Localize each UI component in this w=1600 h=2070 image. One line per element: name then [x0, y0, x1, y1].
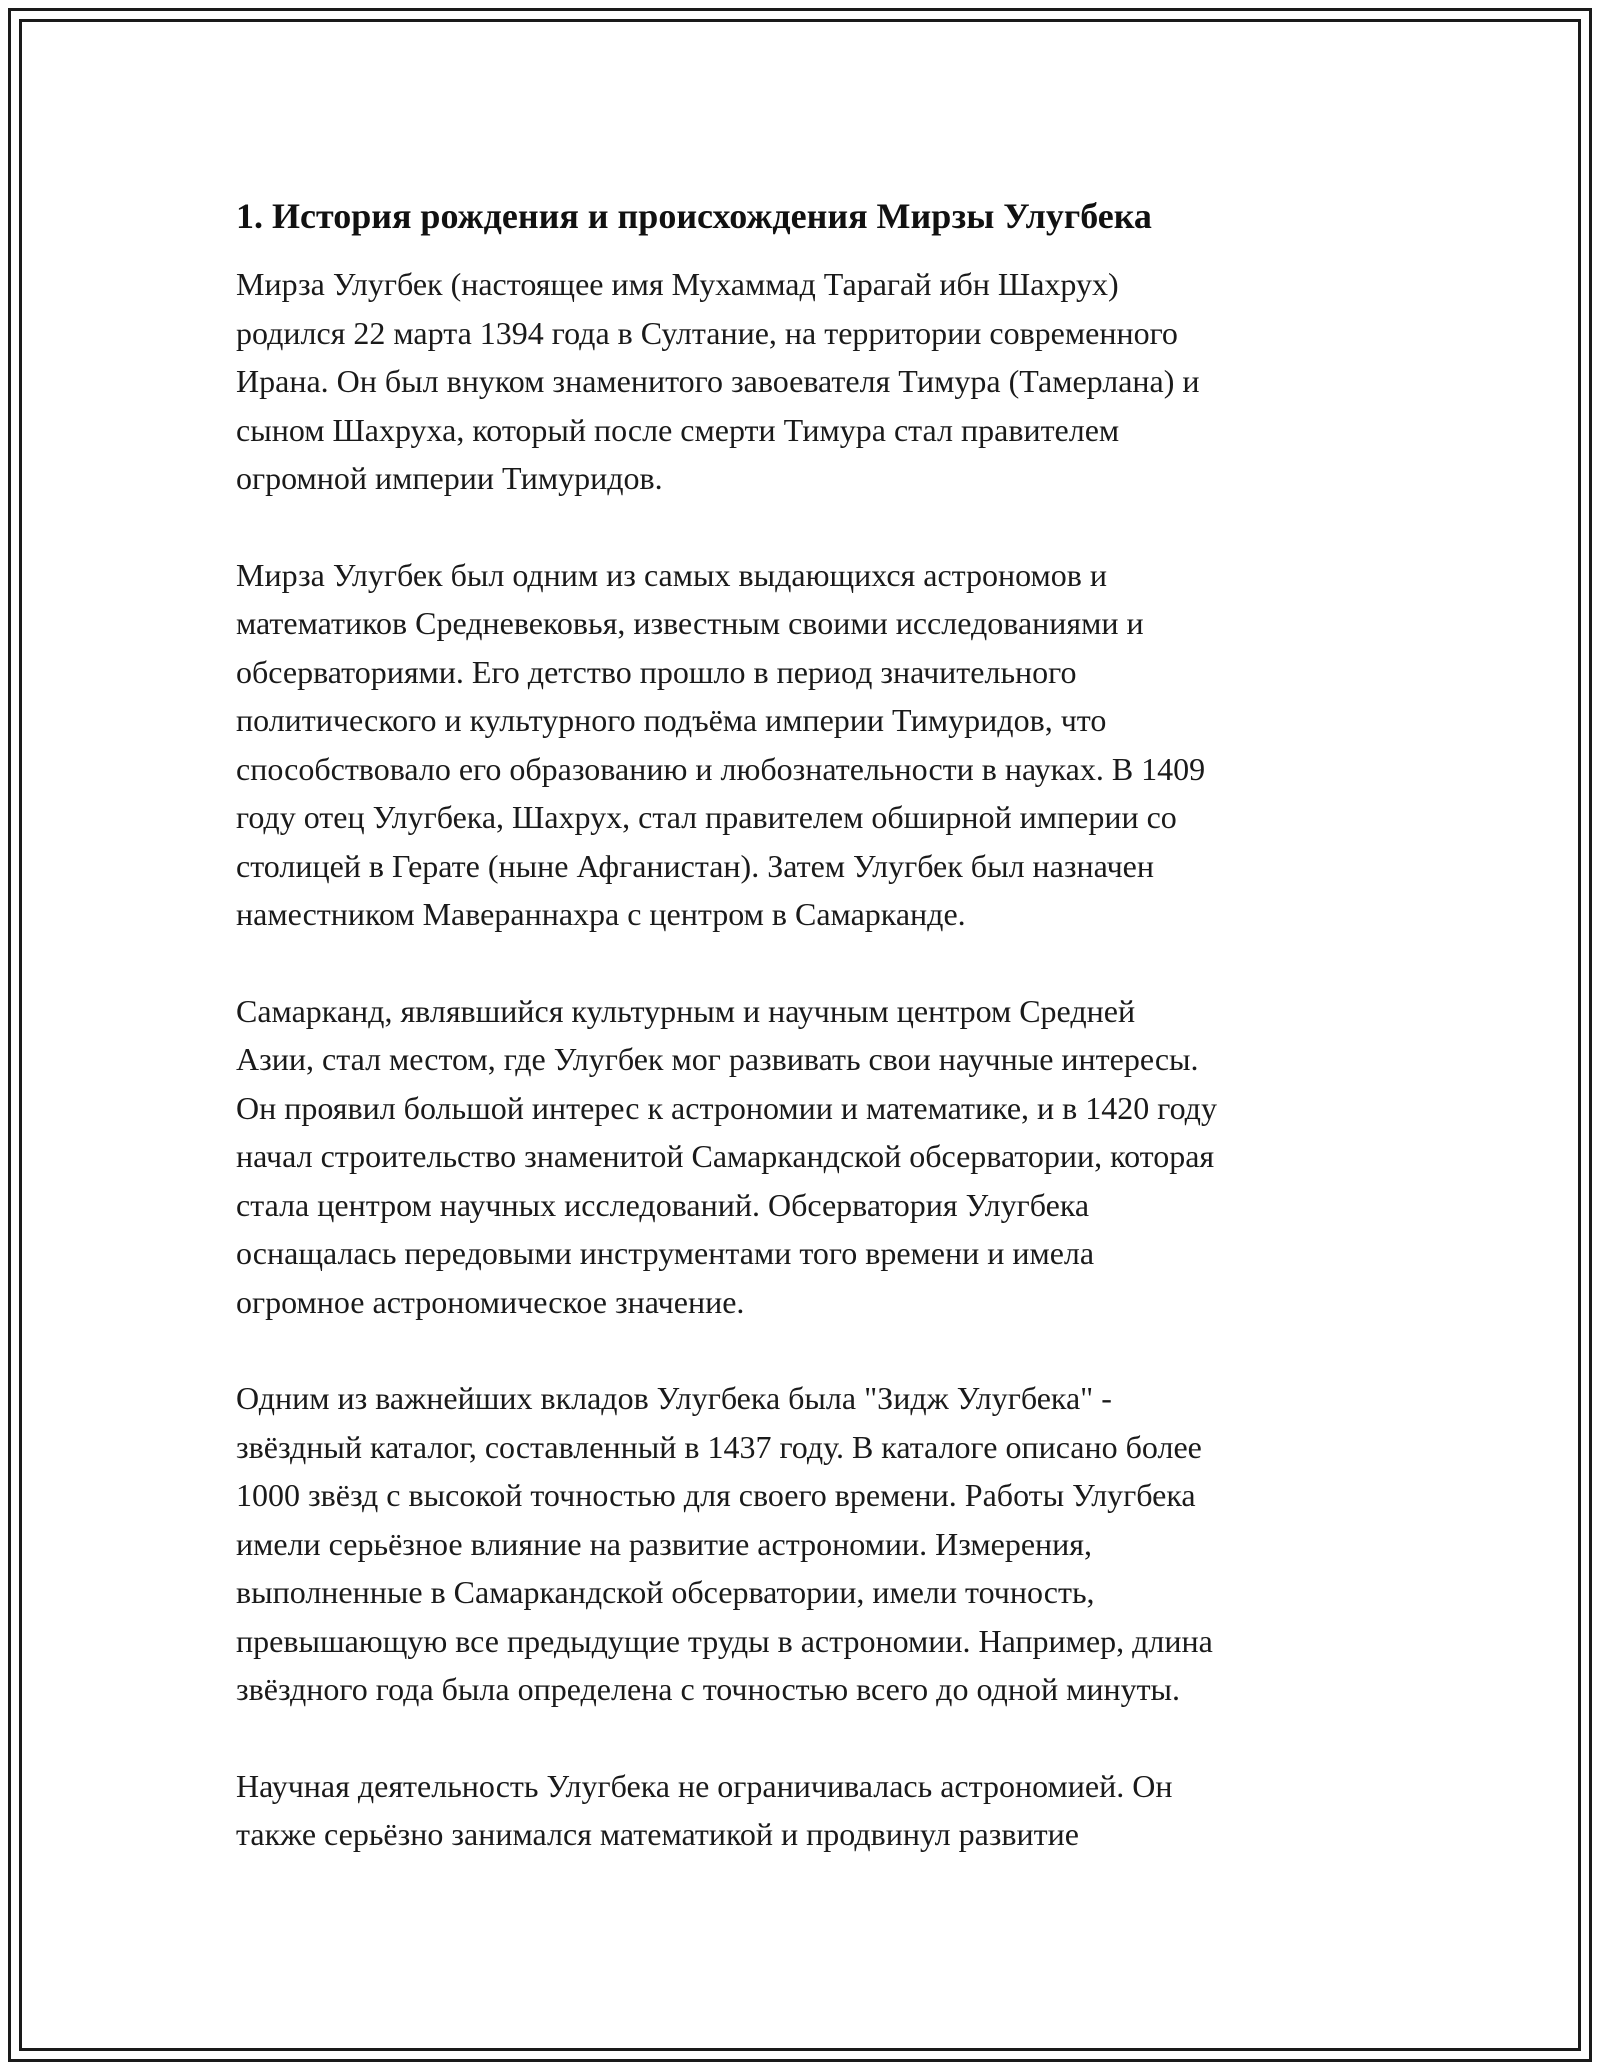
text-line: начал строительство знаменитой Самаркандской обсерватории, которая	[236, 1138, 1215, 1174]
text-line: 1000 звёзд с высокой точностью для своего времени. Работы Улугбека	[236, 1477, 1196, 1513]
section-heading: 1. История рождения и происхождения Мирзы Улугбека	[236, 196, 1152, 236]
text-line: огромное астрономическое значение.	[236, 1283, 745, 1320]
text-line: Азии, стал местом, где Улугбек мог развивать свои научные интересы.	[236, 1041, 1199, 1077]
text-line: имели серьёзное влияние на развитие астрономии. Измерения,	[236, 1525, 1093, 1562]
paragraph	[236, 987, 1376, 1327]
text-line: политического и культурного подъёма империи Тимуридов, что	[236, 702, 1107, 738]
text-line: превышающую все предыдущие труды в астрономии. Например, длина	[236, 1622, 1213, 1659]
text-line: звёздного года была определена с точностью всего до одной минуты.	[236, 1671, 1181, 1707]
text-line: сыном Шахруха, который после смерти Тимура стал правителем	[236, 411, 1120, 448]
text-line: году отец Улугбека, Шахрух, стал правителем обширной империи со	[236, 799, 1177, 835]
text-line: также серьёзно занимался математикой и продвинул развитие	[236, 1816, 1079, 1852]
text-line: математиков Средневековья, известным своими исследованиями и	[236, 605, 1144, 641]
text-line: наместником Мавераннахра с центром в Самарканде.	[236, 896, 966, 932]
text-line: Научная деятельность Улугбека не ограничивалась астрономией. Он	[236, 1767, 1173, 1804]
text-line: огромной империи Тимуридов.	[236, 460, 663, 496]
text-line: обсерваториями. Его детство прошло в период значительного	[236, 653, 1077, 690]
text-line: оснащалась передовыми инструментами того времени и имела	[236, 1235, 1095, 1271]
text-line: стала центром научных исследований. Обсерватория Улугбека	[236, 1186, 1090, 1223]
text-line: столицей в Герате (ныне Афганистан). Затем Улугбек был назначен	[236, 847, 1154, 884]
text-line: выполненные в Самаркандской обсерватории, имели точность,	[236, 1574, 1095, 1610]
paragraph	[236, 1374, 1376, 1714]
text-line: родился 22 марта 1394 года в Султание, на территории современного	[236, 314, 1178, 351]
text-line: Одним из важнейших вкладов Улугбека была "Зидж Улугбека" -	[236, 1380, 1112, 1416]
text-line: Он проявил большой интерес к астрономии и математике, и в 1420 году	[236, 1089, 1217, 1126]
text-line: звёздный каталог, составленный в 1437 году. В каталоге описано более	[236, 1428, 1202, 1465]
text-line: Ирана. Он был внуком знаменитого завоевателя Тимура (Тамерлана) и	[236, 363, 1200, 399]
paragraph	[236, 1762, 1376, 1859]
paragraphs	[236, 260, 1376, 1859]
text-line: Мирза Улугбек был одним из самых выдающихся астрономов и	[236, 556, 1108, 593]
text-line: Самарканд, являвшийся культурным и научным центром Средней	[236, 992, 1136, 1029]
text-line: способствовало его образованию и любознательности в науках. В 1409	[236, 750, 1206, 787]
paragraph	[236, 260, 1376, 503]
paragraph	[236, 551, 1376, 939]
document-body	[236, 188, 1376, 1859]
text-line: Мирза Улугбек (настоящее имя Мухаммад Тарагай ибн Шахрух)	[236, 266, 1119, 302]
